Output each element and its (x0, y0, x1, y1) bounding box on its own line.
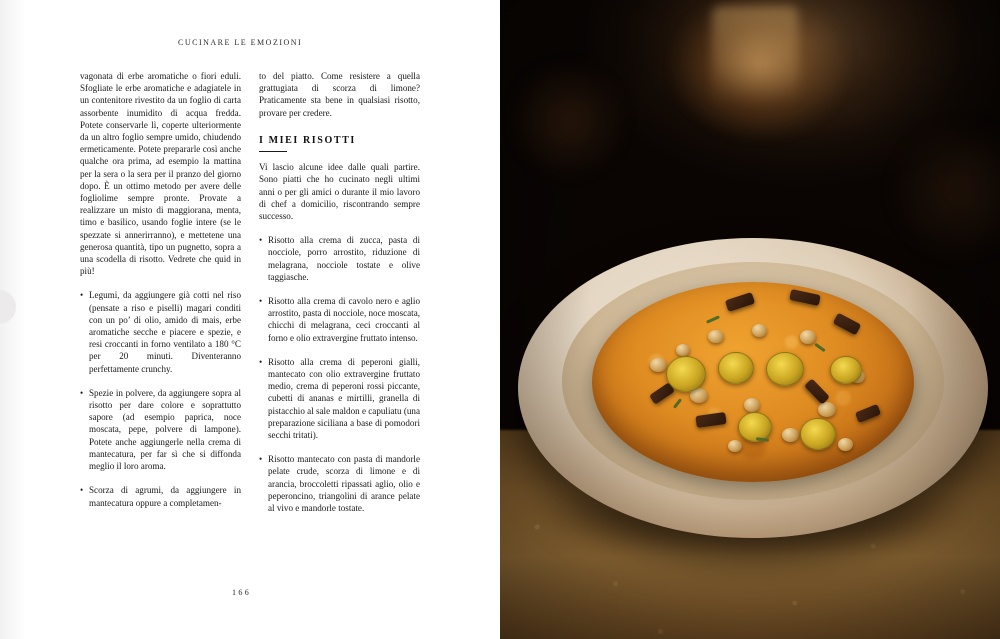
hazelnut-garnish (782, 428, 799, 442)
grilled-leek (718, 352, 754, 384)
grilled-leek (830, 356, 862, 384)
hazelnut-garnish (818, 402, 836, 417)
candle (712, 6, 798, 102)
bokeh-highlight-right (890, 120, 1000, 260)
bullet-list-left (80, 289, 241, 508)
running-head: CUCINARE LE EMOZIONI (178, 38, 303, 47)
hazelnut-garnish (708, 330, 724, 343)
column-left (80, 70, 241, 514)
risotto-texture (592, 282, 914, 482)
list-item: • Risotto alla crema di peperoni gialli, mantecato con olio extravergine fruttato medio, crema di peperoni rossi piccante, cubetti di ananas e mirtilli, granella di pistacchio al sale maldon e capuliatu (una preparazione siciliana a base di pomodori secchi tritati). (259, 356, 420, 441)
list-item: • Spezie in polvere, da aggiungere sopra al risotto per dare colore e soprattutto sapore (ad esempio paprica, noce moscata, pepe, polvere di lampone). Potete anche aggiungerle nella crema di mantecatura, per far sì che si diffonda meglio il loro aroma. (80, 387, 241, 472)
list-item: • Risotto alla crema di zucca, pasta di nocciole, porro arrostito, riduzione di melagrana, nocciole tostate e olive taggiasche. (259, 234, 420, 283)
grilled-leek (738, 412, 772, 442)
grilled-leek (800, 418, 836, 450)
paragraph: vagonata di erbe aromatiche o fiori eduli. Sfogliate le erbe aromatiche e adagiatele in un contenitore rivestito da un foglio di carta assorbente inumidito di acqua fredda. Potete conservarle lì, coperte ulteriormente da un altro foglio sempre umido, chiudendo ermeticamente. Potete prepararle così anche qualche ora prima, ad esempio la mattina per la sera o la sera per il pranzo del giorno dopo. È un ottimo metodo per avere delle fogliolime sempre pronte. Provate a realizzare un misto di maggiorana, menta, timo e basilico, usando foglie intere (se le spezzate si annerirranno), e mettetene una generosa quantità, tipo un pugnetto, sopra a una scodella di risotto. Vedrete che quid in più! (80, 71, 241, 277)
hazelnut-garnish (728, 440, 742, 452)
section-title: I MIEI RISOTTI (259, 134, 356, 146)
section-rule (259, 151, 287, 152)
hazelnut-garnish (752, 324, 767, 337)
hazelnut-garnish (676, 344, 690, 356)
column-right (259, 70, 420, 514)
hazelnut-garnish (838, 438, 853, 451)
page-thumb-tab (0, 290, 16, 324)
list-item: • Scorza di agrumi, da aggiungere in mantecatura oppure a completamen- (80, 484, 241, 508)
text-columns (80, 70, 420, 514)
hazelnut-garnish (800, 330, 816, 344)
grilled-leek (666, 356, 706, 392)
list-item: • Risotto mantecato con pasta di mandorle pelate crude, scorza di limone e di arancia, broccoletti ripassati aglio, olio e peperoncino, triangolini di arance pelate al vivo e mandorle tostate. (259, 453, 420, 514)
grilled-leek (766, 352, 804, 386)
hazelnut-garnish (650, 358, 667, 372)
list-item: • Legumi, da aggiungere già cotti nel riso (pensate a riso e piselli) magari conditi con un po’ di olio, amido di mais, erbe aromatiche secche e piacere e spezie, e resi croccanti in forno ventilato a 180 °C per 20 minuti. Diventeranno perfettamente crunchy. (80, 289, 241, 374)
photo-page (500, 0, 1000, 639)
bokeh-highlight-left (508, 60, 628, 180)
paragraph: to del piatto. Come resistere a quella grattugiata di scorza di limone? Praticamente sta bene in qualsiasi risotto, provare per credere. (259, 71, 420, 118)
page-number: 166 (232, 588, 252, 597)
bullet-list-right (259, 234, 420, 514)
hazelnut-garnish (744, 398, 760, 412)
paragraph: Vi lascio alcune idee dalle quali partire. Sono piatti che ho cucinato negli ultimi anni o per gli amici o durante il mio lavoro di chef a domicilio, riscontrando sempre successo. (259, 162, 420, 222)
list-item: • Risotto alla crema di cavolo nero e aglio arrostito, pasta di nocciole, noce moscata, chicchi di melagrana, ceci croccanti al forno e olio extravergine fruttato intenso. (259, 295, 420, 344)
